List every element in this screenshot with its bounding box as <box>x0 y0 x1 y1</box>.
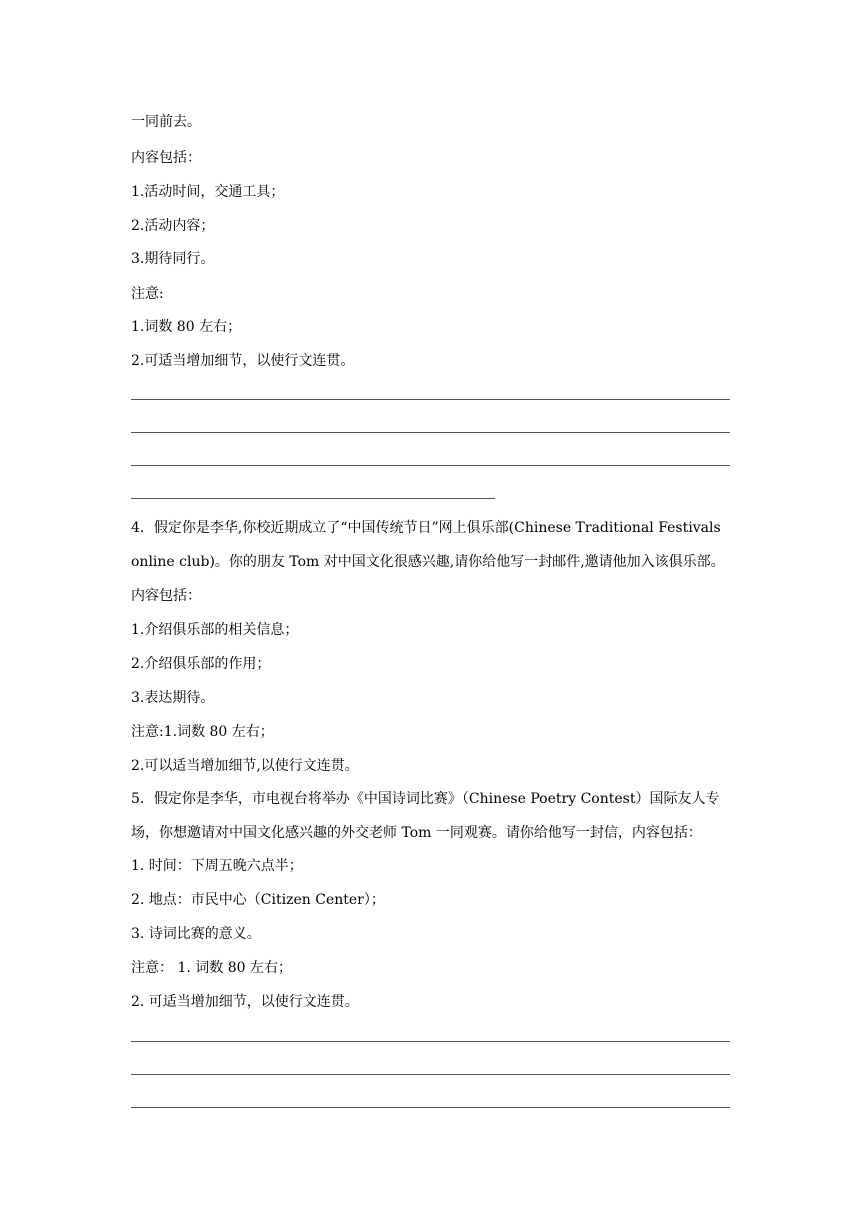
answer-line <box>131 1041 730 1042</box>
q4-point-2: 2.介绍俱乐部的作用； <box>131 656 271 672</box>
q3-point-3: 3.期待同行。 <box>131 251 215 267</box>
q4-point-1: 1.介绍俱乐部的相关信息； <box>131 622 299 638</box>
q3-text-line: 一同前去。 <box>131 114 201 130</box>
q4-prompt-line-2: online club)。你的朋友 Tom 对中国文化很感兴趣,请你给他写一封邮件,邀请他加入该俱乐部。 <box>131 554 725 570</box>
q5-prompt-line-1: 5．假定你是李华，市电视台将举办《中国诗词比赛》（Chinese Poetry Contest）国际友人专 <box>131 791 720 807</box>
answer-line <box>131 465 730 466</box>
q3-note-heading: 注意: <box>131 286 164 302</box>
q4-content-heading: 内容包括： <box>131 588 201 604</box>
q5-point-2: 2. 地点：市民中心（Citizen Center）； <box>131 892 385 908</box>
q5-point-3: 3. 诗词比赛的意义。 <box>131 926 261 942</box>
q3-point-1: 1.活动时间，交通工具； <box>131 184 285 200</box>
q3-point-2: 2.活动内容； <box>131 218 215 234</box>
answer-line <box>131 432 730 433</box>
answer-line <box>131 498 495 499</box>
q5-point-1: 1. 时间：下周五晚六点半； <box>131 858 303 874</box>
q3-content-heading: 内容包括： <box>131 150 201 166</box>
q4-point-3: 3.表达期待。 <box>131 690 215 706</box>
answer-line <box>131 1074 730 1075</box>
q4-note-2: 2.可以适当增加细节,以使行文连贯。 <box>131 758 359 774</box>
answer-line <box>131 1107 730 1108</box>
q4-note-1: 注意:1.词数 80 左右； <box>131 724 274 740</box>
q3-note-1: 1.词数 80 左右； <box>131 319 242 335</box>
q3-note-2: 2.可适当增加细节，以使行文连贯。 <box>131 353 355 369</box>
q5-note-2: 2. 可适当增加细节，以使行文连贯。 <box>131 994 359 1010</box>
q5-note-1: 注意： 1. 词数 80 左右； <box>131 960 292 976</box>
q4-prompt-line-1: 4．假定你是李华,你校近期成立了“中国传统节日”网上俱乐部(Chinese Traditional Festivals <box>131 520 721 536</box>
q5-prompt-line-2: 场，你想邀请对中国文化感兴趣的外交老师 Tom 一同观赛。请你给他写一封信，内容包括： <box>131 825 702 841</box>
answer-line <box>131 399 730 400</box>
